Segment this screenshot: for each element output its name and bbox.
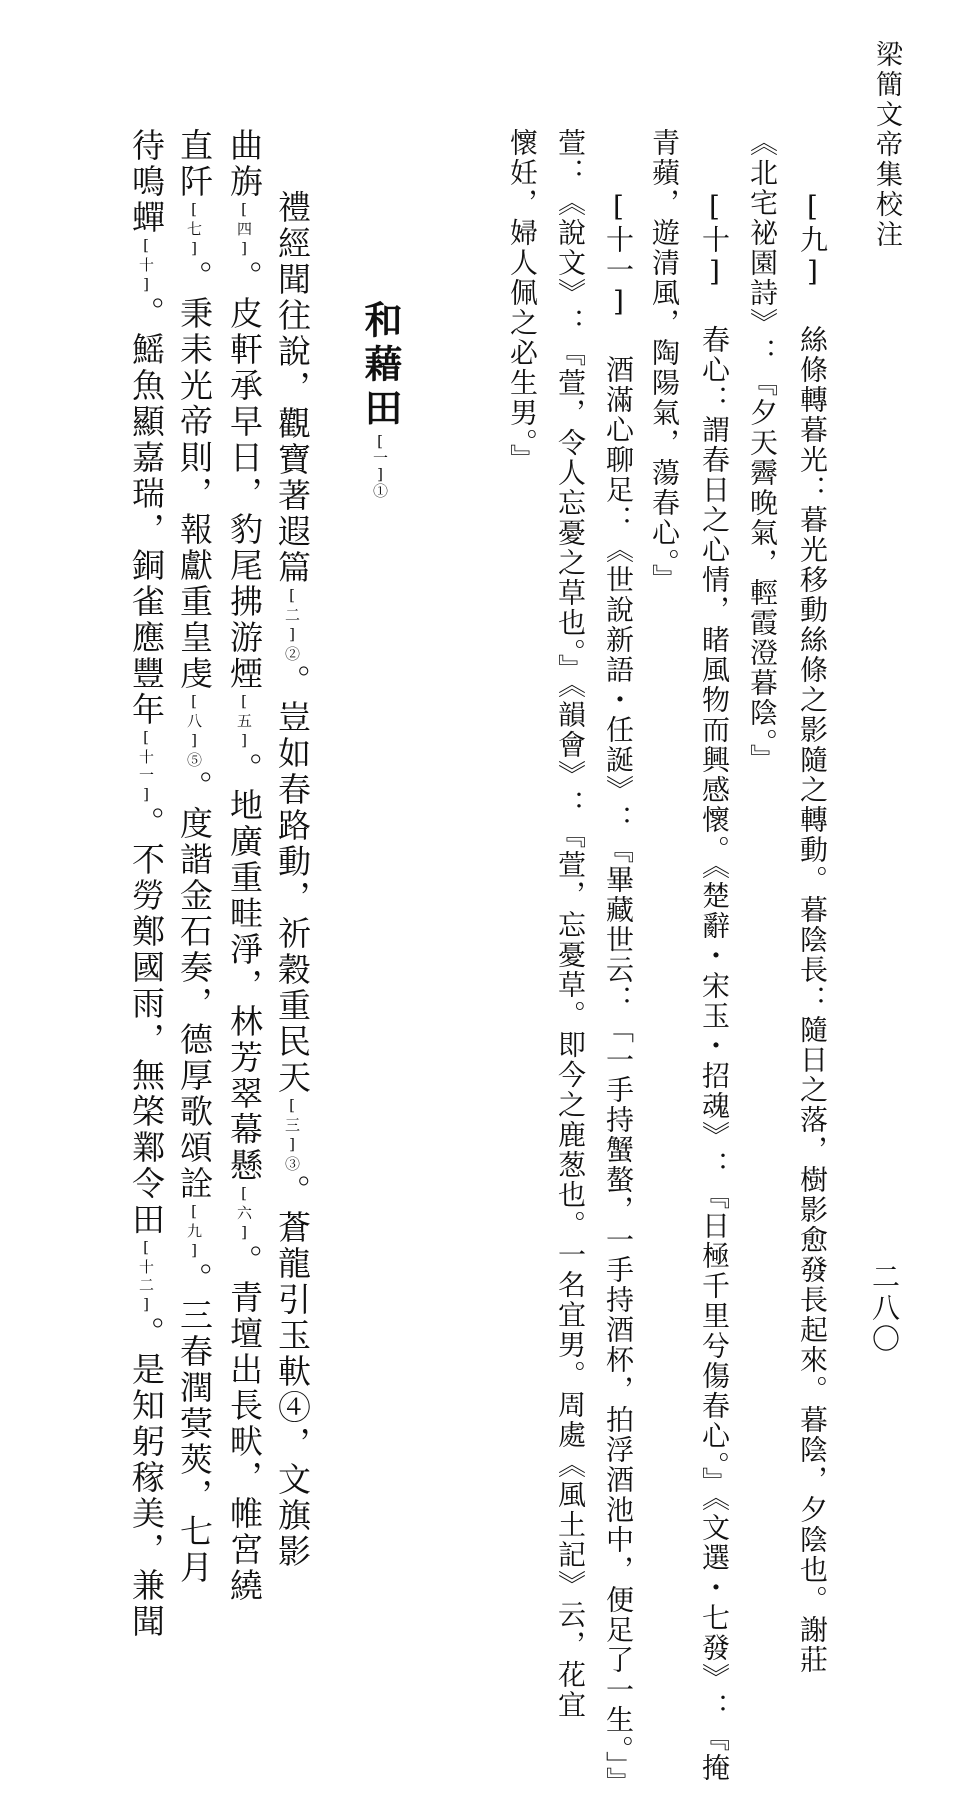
poem-text: 。地廣重畦淨，林芳翠幕懸 <box>225 752 264 1184</box>
footnote-marker: [十] <box>137 236 155 296</box>
footnote-marker: [七] <box>185 200 203 260</box>
poem-text: 。三春潤蓂莢，七月 <box>175 1262 214 1586</box>
poem-line <box>123 128 170 1640</box>
footnote-marker: [二]② <box>283 586 301 664</box>
poem-text: 。不勞鄭國雨，無棨鄴令田 <box>127 806 166 1238</box>
note-line: 《北宅祕園詩》：『夕天霽晚氣，輕霞澄暮陰。』 <box>746 128 779 774</box>
note-line: 懷妊，婦人佩之必生男。』 <box>506 128 539 474</box>
note-line: [十] 春心：謂春日之心情，睹風物而興感懷。《楚辭・宋玉・招魂》：『日極千里兮傷春心。』《文選・七發》：『掩 <box>698 190 731 1783</box>
note-line: [九] 絲條轉暮光：暮光移動絲條之影隨之轉動。暮陰長：隨日之落，樹影愈發長起來。暮陰，夕陰也。謝莊 <box>796 190 829 1675</box>
footnote-marker: [三]③ <box>283 1096 301 1174</box>
poem-text: 。豈如春路動，祈穀重民天 <box>273 664 312 1096</box>
book-title: 梁簡文帝集校注 <box>871 40 902 250</box>
footnote-marker: [五] <box>235 692 253 752</box>
footnote-marker: [四] <box>235 200 253 260</box>
poem-title-column <box>353 300 408 498</box>
poem-text: 。青壇出長畎，帷宮繞 <box>225 1244 264 1604</box>
page-number: 二八〇 <box>868 1262 901 1355</box>
poem-line <box>171 128 218 1586</box>
note-line: 青蘋，遊清風，陶陽氣，蕩春心。』 <box>648 128 681 594</box>
poem-text: 。皮軒承早日，豹尾拂游煙 <box>225 260 264 692</box>
footnote-marker: [九] <box>185 1202 203 1262</box>
poem-title-note: [一]① <box>371 432 389 498</box>
poem-line <box>269 190 316 1570</box>
footnote-marker: [十一] <box>137 728 155 806</box>
note-line: 萱：《說文》：『萱，令人忘憂之草也。』《韻會》：『萱，忘憂草。即今之鹿葱也。一名宜男。周處《風土記》云，花宜 <box>554 128 587 1720</box>
footnote-marker: [六] <box>235 1184 253 1244</box>
poem-text: 禮經聞往說，觀寶著遐篇 <box>273 190 312 586</box>
poem-text: 。蒼龍引玉軑④，文旗影 <box>273 1174 312 1570</box>
poem-title: 和藉田 <box>358 300 403 432</box>
footnote-marker: [十二] <box>137 1238 155 1316</box>
poem-text: 曲旃 <box>225 128 264 200</box>
poem-text: 。度諧金石奏，德厚歌頌詮 <box>175 770 214 1202</box>
poem-text: 。秉耒光帝則，報獻重皇虔 <box>175 260 214 692</box>
poem-text: 直阡 <box>175 128 214 200</box>
poem-text: 待鳴蟬 <box>127 128 166 236</box>
footnote-marker: [八]⑤ <box>185 692 203 770</box>
poem-text: 。是知躬稼美，兼聞 <box>127 1316 166 1640</box>
poem-line <box>221 128 268 1604</box>
poem-text: 。鰩魚顯嘉瑞，銅雀應豐年 <box>127 296 166 728</box>
note-line: [十一] 酒滿心聊足：《世說新語・任誕》：『畢藏世云：「一手持蟹螯，一手持酒杯，拍浮酒池中，便足了一生。」』 <box>602 190 635 1797</box>
